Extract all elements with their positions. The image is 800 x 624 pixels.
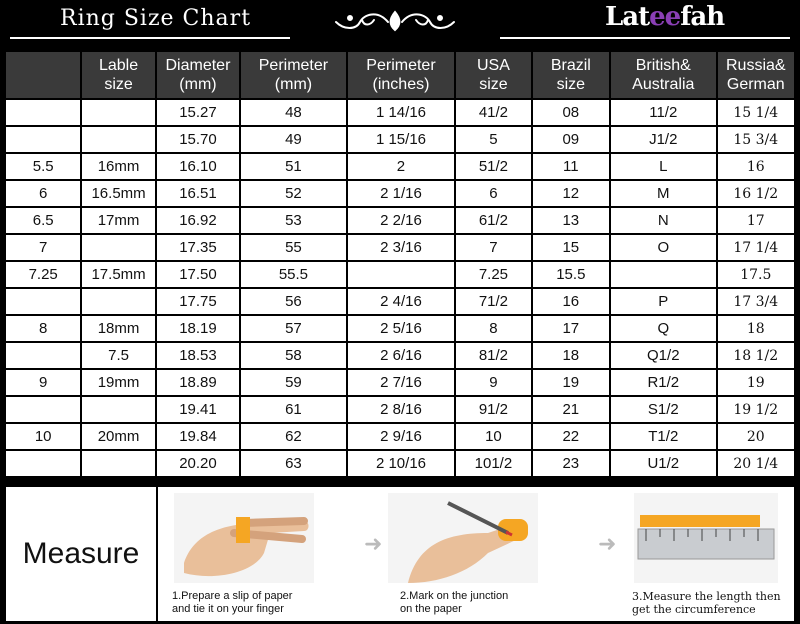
column-header: British& Australia <box>611 52 716 98</box>
table-cell: 2 <box>348 154 455 179</box>
table-cell: 20 1/4 <box>718 451 794 476</box>
table-cell: 12 <box>533 181 609 206</box>
table-cell: 7.25 <box>6 262 80 287</box>
table-cell: 2 1/16 <box>348 181 455 206</box>
table-cell: 18 <box>533 343 609 368</box>
table-cell: 2 6/16 <box>348 343 455 368</box>
column-header <box>6 52 80 98</box>
table-cell: 61/2 <box>456 208 530 233</box>
table-cell: 11/2 <box>611 100 716 125</box>
top-bar <box>0 0 800 46</box>
column-header: USA size <box>456 52 530 98</box>
arrow-right-icon: ➜ <box>598 531 617 556</box>
table-cell: 08 <box>533 100 609 125</box>
table-cell: 21 <box>533 397 609 422</box>
table-row <box>6 235 794 260</box>
table-cell: 22 <box>533 424 609 449</box>
table-cell: 18.89 <box>157 370 239 395</box>
step3-caption-line2: get the circumference <box>632 603 756 616</box>
table-header-row <box>6 52 794 98</box>
table-cell: 15.5 <box>533 262 609 287</box>
table-cell: L <box>611 154 716 179</box>
table-cell: 16.92 <box>157 208 239 233</box>
table-cell: 17 3/4 <box>718 289 794 314</box>
table-cell: P <box>611 289 716 314</box>
table-cell: 41/2 <box>456 100 530 125</box>
step1-caption-line1: 1.Prepare a slip of paper <box>172 590 293 602</box>
table-cell: 17 <box>533 316 609 341</box>
table-cell: 16 1/2 <box>718 181 794 206</box>
table-cell: 51 <box>241 154 346 179</box>
table-cell <box>6 451 80 476</box>
table-cell: 59 <box>241 370 346 395</box>
column-header: Perimeter (mm) <box>241 52 346 98</box>
table-cell: 61 <box>241 397 346 422</box>
measure-label: Measure <box>6 487 158 621</box>
table-cell: 16.51 <box>157 181 239 206</box>
table-row <box>6 451 794 476</box>
table-row <box>6 100 794 125</box>
table-cell: 19 <box>533 370 609 395</box>
table-row <box>6 424 794 449</box>
table-cell: 101/2 <box>456 451 530 476</box>
table-cell: 20.20 <box>157 451 239 476</box>
table-cell <box>82 289 154 314</box>
table-cell <box>6 397 80 422</box>
table-cell: 8 <box>6 316 80 341</box>
table-cell: 5.5 <box>6 154 80 179</box>
page-title: Ring Size Chart <box>60 6 252 31</box>
table-cell: 1 14/16 <box>348 100 455 125</box>
table-cell: 19.84 <box>157 424 239 449</box>
table-cell <box>82 451 154 476</box>
table-cell: 17.5mm <box>82 262 154 287</box>
column-header: Lable size <box>82 52 154 98</box>
table-cell: 15 <box>533 235 609 260</box>
step3-caption <box>632 590 781 616</box>
table-cell: 23 <box>533 451 609 476</box>
table-row <box>6 316 794 341</box>
table-cell <box>6 289 80 314</box>
table-cell: 2 9/16 <box>348 424 455 449</box>
table-cell: T1/2 <box>611 424 716 449</box>
table-row <box>6 397 794 422</box>
step2-caption <box>400 590 508 616</box>
table-cell: S1/2 <box>611 397 716 422</box>
table-cell: 20 <box>718 424 794 449</box>
table-cell: R1/2 <box>611 370 716 395</box>
table-cell: 15.27 <box>157 100 239 125</box>
table-row <box>6 127 794 152</box>
table-cell: 10 <box>6 424 80 449</box>
table-cell: 13 <box>533 208 609 233</box>
table-cell: O <box>611 235 716 260</box>
title-underline <box>10 37 290 39</box>
table-cell: 2 5/16 <box>348 316 455 341</box>
table-cell: 8 <box>456 316 530 341</box>
table-cell: 2 4/16 <box>348 289 455 314</box>
table-cell: 62 <box>241 424 346 449</box>
table-cell: 17 <box>718 208 794 233</box>
table-cell: 16.5mm <box>82 181 154 206</box>
table-cell <box>611 262 716 287</box>
table-row <box>6 181 794 206</box>
table-cell: 51/2 <box>456 154 530 179</box>
table-cell: 49 <box>241 127 346 152</box>
brand-part-accent: ee <box>649 2 681 32</box>
table-cell: 15 1/4 <box>718 100 794 125</box>
table-cell: 2 7/16 <box>348 370 455 395</box>
table-cell: 1 15/16 <box>348 127 455 152</box>
step3-caption-line1: 3.Measure the length then <box>632 590 781 603</box>
table-cell: 9 <box>456 370 530 395</box>
brand-logo <box>605 2 724 32</box>
table-cell: 16mm <box>82 154 154 179</box>
table-cell: 58 <box>241 343 346 368</box>
step2-marking-illustration <box>388 493 538 583</box>
table-cell <box>6 343 80 368</box>
table-cell: 2 8/16 <box>348 397 455 422</box>
table-cell: 2 2/16 <box>348 208 455 233</box>
table-cell: 11 <box>533 154 609 179</box>
table-cell: N <box>611 208 716 233</box>
table-cell: 15.70 <box>157 127 239 152</box>
table-cell: 57 <box>241 316 346 341</box>
table-cell: 19mm <box>82 370 154 395</box>
table-cell <box>348 262 455 287</box>
table-cell: 20mm <box>82 424 154 449</box>
table-cell: 55.5 <box>241 262 346 287</box>
table-cell: 18.53 <box>157 343 239 368</box>
column-header: Russia& German <box>718 52 794 98</box>
table-row <box>6 370 794 395</box>
ring-size-table <box>4 50 796 478</box>
table-cell: 7.5 <box>82 343 154 368</box>
table-body <box>6 100 794 476</box>
table-cell: 2 3/16 <box>348 235 455 260</box>
step1-caption-line2: and tie it on your finger <box>172 603 284 615</box>
table-cell: Q <box>611 316 716 341</box>
step2-caption-line2: on the paper <box>400 603 462 615</box>
table-cell: 16 <box>718 154 794 179</box>
table-cell: 7.25 <box>456 262 530 287</box>
table-cell: 6 <box>6 181 80 206</box>
table-cell: 7 <box>6 235 80 260</box>
table-cell: 17.35 <box>157 235 239 260</box>
table-cell: 18mm <box>82 316 154 341</box>
table-cell: 19 <box>718 370 794 395</box>
table-cell: 7 <box>456 235 530 260</box>
table-cell: 09 <box>533 127 609 152</box>
brand-part: Lat <box>605 2 650 32</box>
measure-section <box>6 485 794 621</box>
table-row <box>6 262 794 287</box>
table-cell: 17.50 <box>157 262 239 287</box>
table-cell: 48 <box>241 100 346 125</box>
table-cell: 6 <box>456 181 530 206</box>
brand-part: fah <box>680 2 725 32</box>
column-header: Diameter (mm) <box>157 52 239 98</box>
step3-ruler-illustration <box>634 493 778 583</box>
table-cell: 55 <box>241 235 346 260</box>
table-cell: U1/2 <box>611 451 716 476</box>
table-cell: 53 <box>241 208 346 233</box>
table-cell: M <box>611 181 716 206</box>
table-row <box>6 343 794 368</box>
table-row <box>6 208 794 233</box>
table-cell: 81/2 <box>456 343 530 368</box>
table-cell: 19 1/2 <box>718 397 794 422</box>
table-cell: 2 10/16 <box>348 451 455 476</box>
table-cell: 91/2 <box>456 397 530 422</box>
brand-underline <box>500 37 790 39</box>
table-cell: 17.75 <box>157 289 239 314</box>
table-cell: 17mm <box>82 208 154 233</box>
table-cell: 17.5 <box>718 262 794 287</box>
table-cell: Q1/2 <box>611 343 716 368</box>
step1-caption <box>172 590 292 616</box>
table-cell: 71/2 <box>456 289 530 314</box>
table-cell: 18 1/2 <box>718 343 794 368</box>
table-cell <box>6 127 80 152</box>
table-cell <box>82 235 154 260</box>
table-cell: J1/2 <box>611 127 716 152</box>
table-cell: 18 <box>718 316 794 341</box>
table-cell: 16 <box>533 289 609 314</box>
flourish-ornament-icon <box>330 4 460 36</box>
table-cell: 9 <box>6 370 80 395</box>
table-cell: 19.41 <box>157 397 239 422</box>
step1-finger-illustration <box>174 493 314 583</box>
table-cell <box>82 100 154 125</box>
table-cell <box>6 100 80 125</box>
arrow-right-icon: ➜ <box>364 531 383 556</box>
table-cell: 16.10 <box>157 154 239 179</box>
column-header: Perimeter (inches) <box>348 52 455 98</box>
table-cell: 6.5 <box>6 208 80 233</box>
table-cell: 10 <box>456 424 530 449</box>
table-cell: 56 <box>241 289 346 314</box>
table-cell: 63 <box>241 451 346 476</box>
column-header: Brazil size <box>533 52 609 98</box>
table-cell <box>82 127 154 152</box>
table-cell: 17 1/4 <box>718 235 794 260</box>
table-row <box>6 289 794 314</box>
table-cell <box>82 397 154 422</box>
table-cell: 18.19 <box>157 316 239 341</box>
table-cell: 52 <box>241 181 346 206</box>
table-cell: 15 3/4 <box>718 127 794 152</box>
table-cell: 5 <box>456 127 530 152</box>
step2-caption-line1: 2.Mark on the junction <box>400 590 509 602</box>
table-row <box>6 154 794 179</box>
